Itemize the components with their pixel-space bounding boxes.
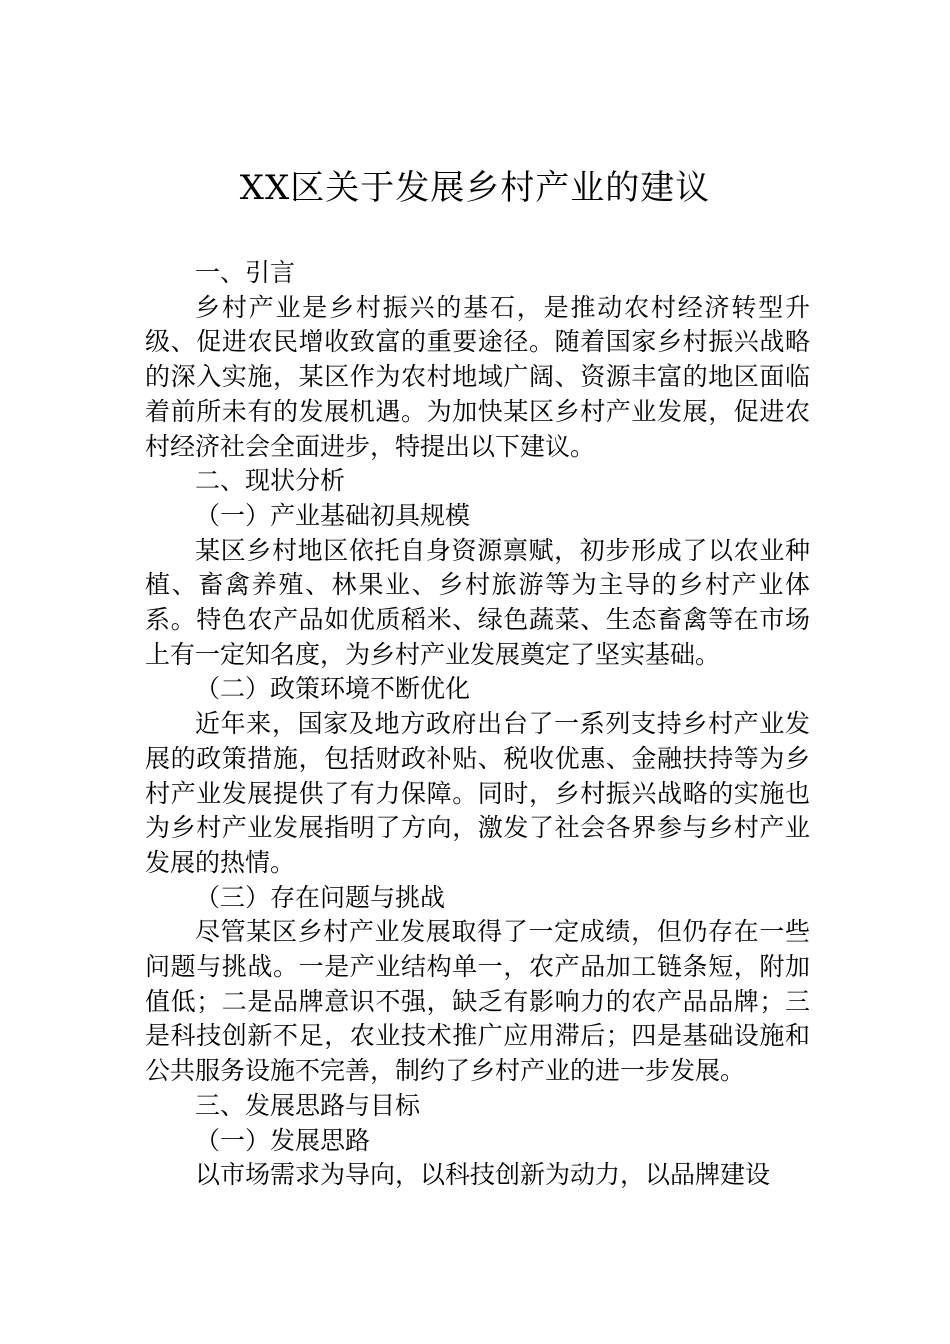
subheading-problems-challenges: （三）存在问题与挑战 — [195, 882, 446, 912]
policy-environment-paragraph: 近年来，国家及地方政府出台了一系列支持乡村产业发展的政策措施，包括财政补贴、税收优惠、金融扶持等为乡村产业发展提供了有力保障。同时，乡村振兴战略的实施也为乡村产业发展指明了方向，激发了社会各界参与乡村产业发展的热情。 — [145, 709, 810, 877]
document-title: XX区关于发展乡村产业的建议 — [239, 168, 711, 208]
subheading-development-approach: （一）发展思路 — [195, 1125, 371, 1155]
subheading-industry-base: （一）产业基础初具规模 — [195, 500, 471, 530]
document-body — [145, 256, 810, 1193]
development-approach-paragraph: 以市场需求为导向，以科技创新为动力，以品牌建设 — [195, 1160, 771, 1190]
subheading-policy-environment: （二）政策环境不断优化 — [195, 674, 471, 704]
section-heading-intro: 一、引言 — [195, 258, 296, 287]
section-heading-status: 二、现状分析 — [195, 466, 346, 496]
intro-paragraph: 乡村产业是乡村振兴的基石，是推动农村经济转型升级、促进农民增收致富的重要途径。随着国家乡村振兴战略的深入实施，某区作为农村地域广阔、资源丰富的地区面临着前所未有的发展机遇。为加快某区乡村产业发展，促进农村经济社会全面进步，特提出以下建议。 — [145, 292, 810, 461]
industry-base-paragraph: 某区乡村地区依托自身资源禀赋，初步形成了以农业种植、畜禽养殖、林果业、乡村旅游等为主导的乡村产业体系。特色农产品如优质稻米、绿色蔬菜、生态畜禽等在市场上有一定知名度，为乡村产业发展奠定了坚实基础。 — [145, 535, 810, 669]
problems-challenges-paragraph: 尽管某区乡村产业发展取得了一定成绩，但仍存在一些问题与挑战。一是产业结构单一，农产品加工链条短，附加值低；二是品牌意识不强，缺乏有影响力的农产品品牌；三是科技创新不足，农业技术推广应用滞后；四是基础设施和公共服务设施不完善，制约了乡村产业的进一步发展。 — [145, 917, 810, 1086]
section-heading-approach: 三、发展思路与目标 — [195, 1090, 421, 1120]
